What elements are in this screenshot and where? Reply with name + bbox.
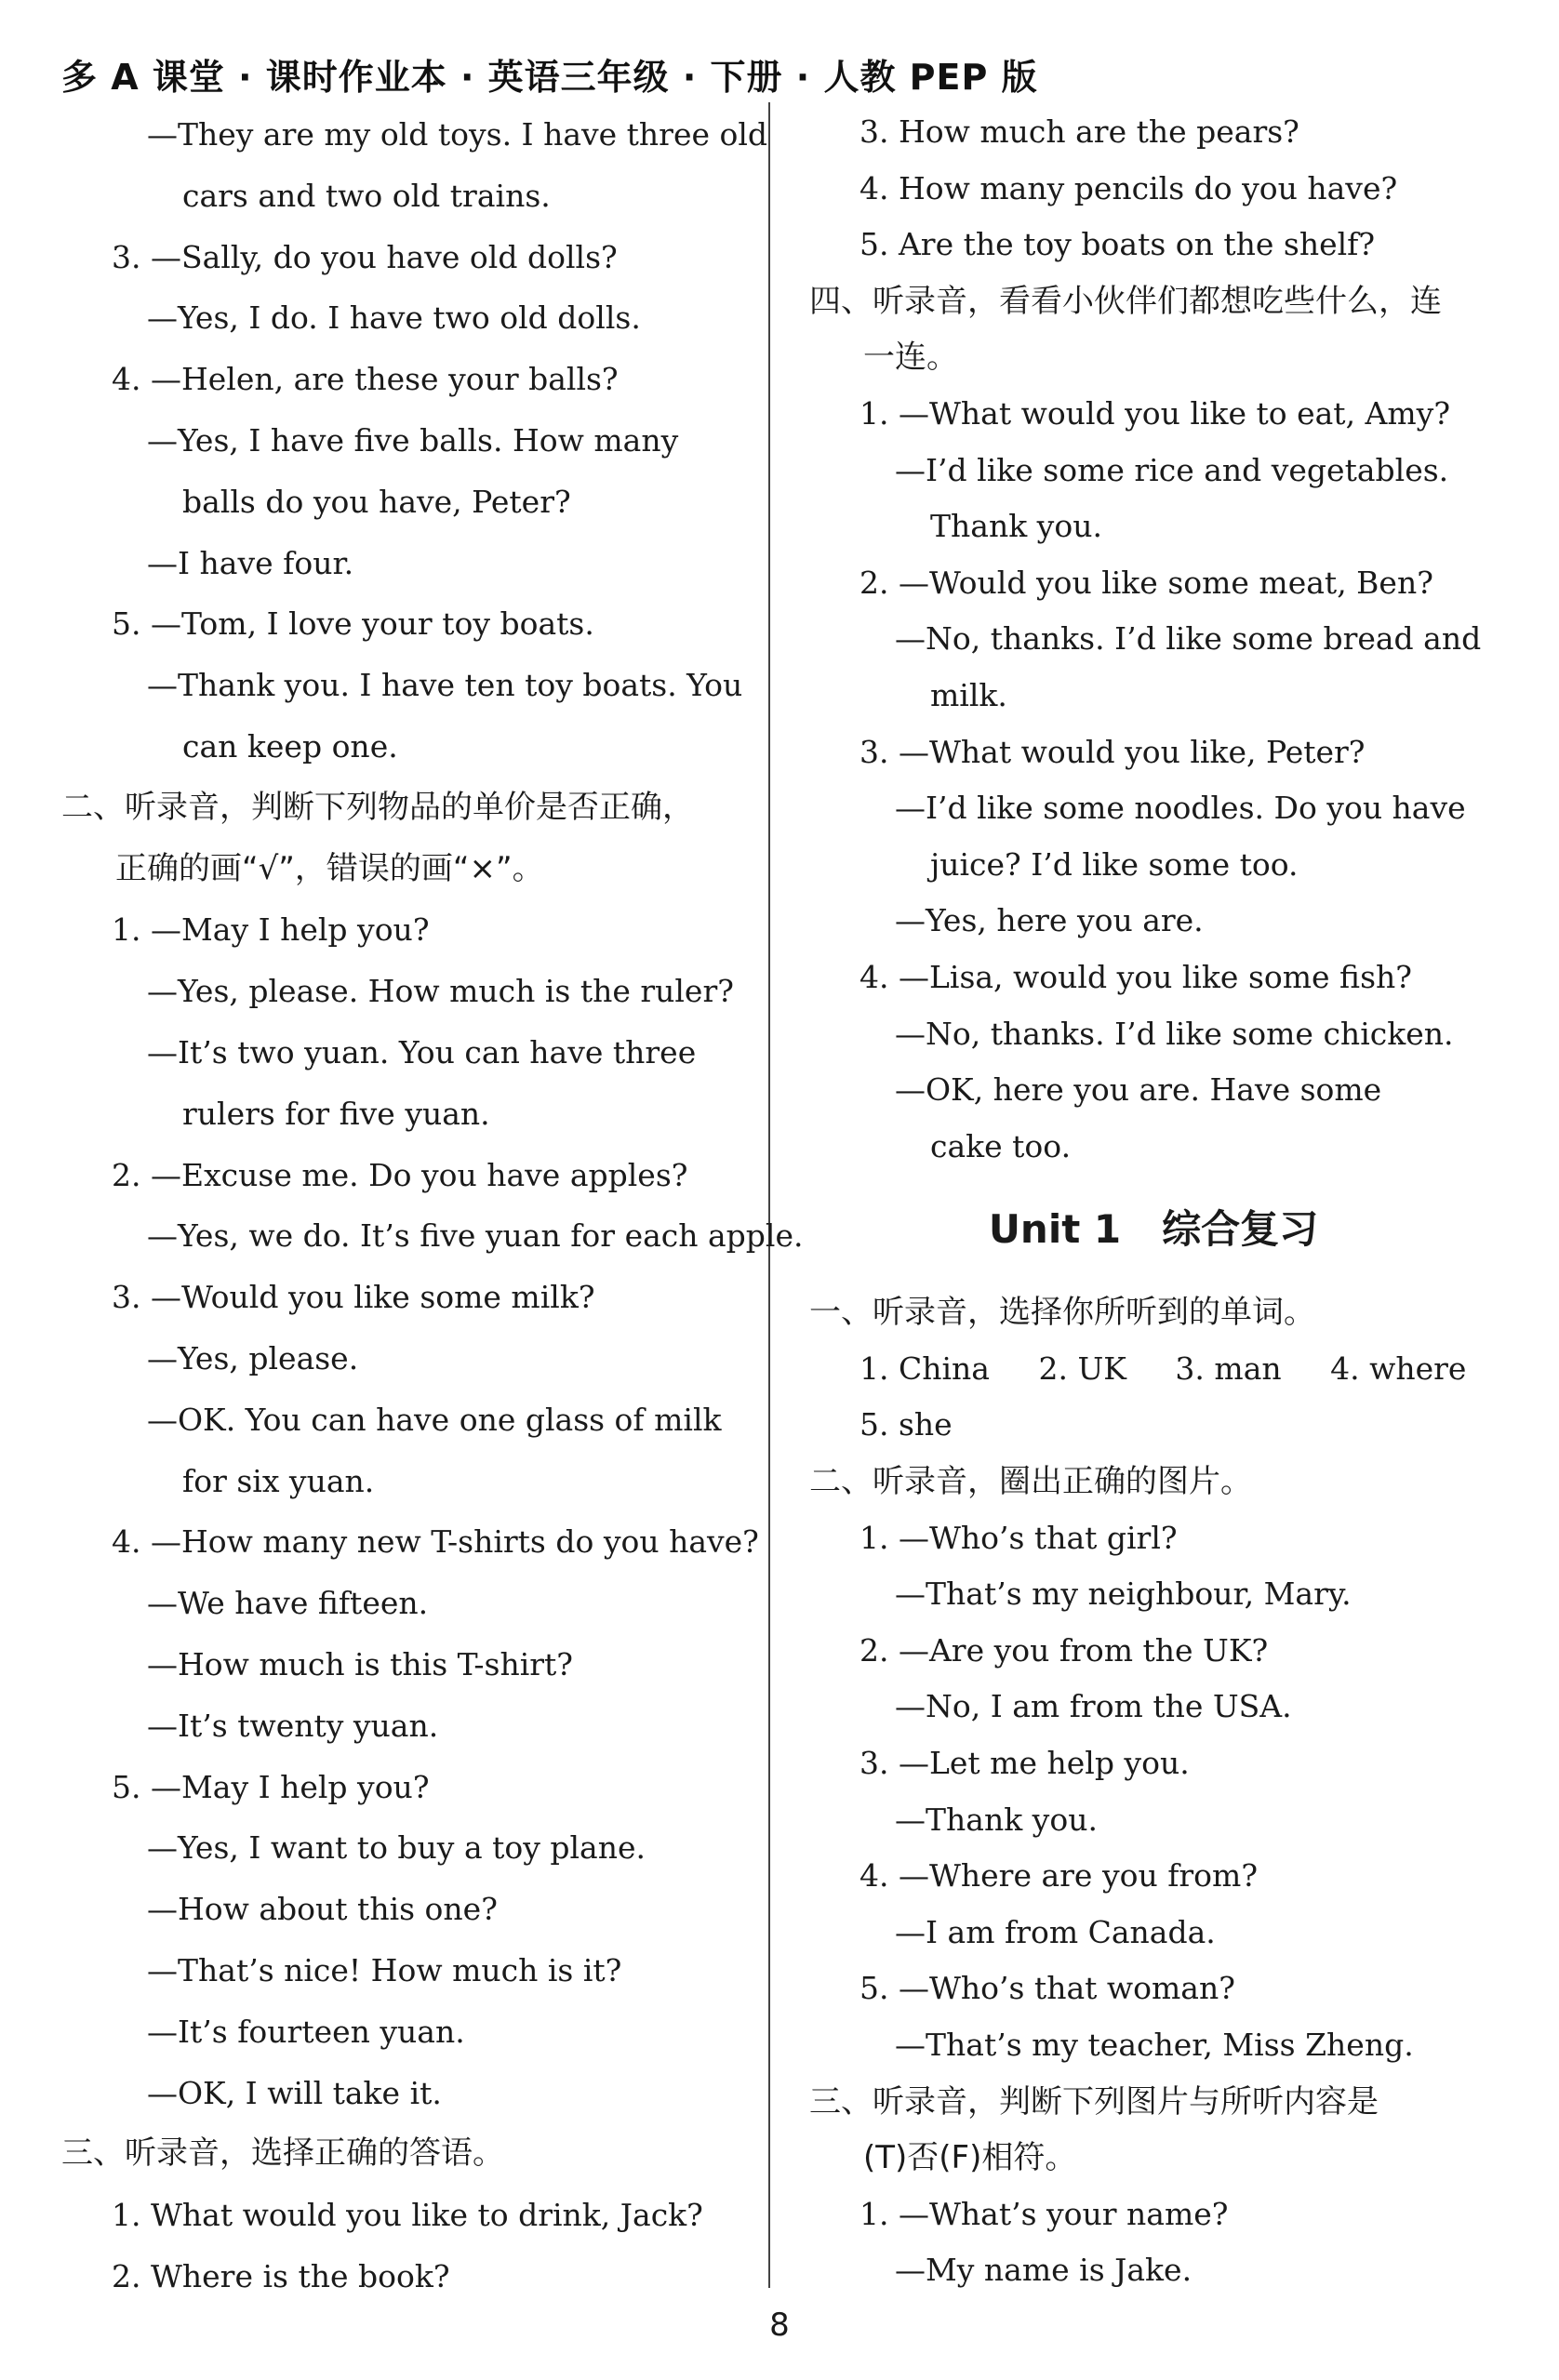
text-line: juice? I’d like some too. <box>930 845 1299 883</box>
text-line: 2. —Would you like some meat, Ben? <box>859 564 1433 601</box>
text-line: 3. —Would you like some milk? <box>112 1279 595 1316</box>
text-line: 5. —May I help you? <box>112 1768 430 1805</box>
text-line: 3. —Sally, do you have old dolls? <box>112 238 618 275</box>
section-heading: 一、听录音，选择你所听到的单词。 <box>809 1294 1315 1332</box>
section-heading: 三、听录音，判断下列图片与所听内容是 <box>809 2082 1379 2121</box>
text-line: Thank you. <box>930 508 1102 545</box>
text-line: 5. —Who’s that woman? <box>859 1970 1235 2007</box>
text-line: 4. —How many new T-shirts do you have? <box>112 1523 759 1561</box>
text-line: rulers for five yuan. <box>182 1095 490 1132</box>
text-line: cake too. <box>930 1127 1072 1164</box>
text-line: —Yes, please. How much is the ruler? <box>147 973 734 1010</box>
section-heading: (T)否(F)相符。 <box>863 2139 1077 2177</box>
text-line: —It’s two yuan. You can have three <box>147 1033 697 1070</box>
word-choices <box>809 1341 1498 1398</box>
text-line: —How much is this T-shirt? <box>147 1645 574 1682</box>
right-top-section <box>809 104 1498 1175</box>
text-line: —Thank you. I have ten toy boats. You <box>147 667 743 704</box>
text-line: —We have fifteen. <box>147 1585 429 1622</box>
text-line: —That’s nice! How much is it? <box>147 1951 622 1988</box>
text-line: 5. —Tom, I love your toy boats. <box>112 605 594 643</box>
text-line: 2. Where is the book? <box>112 2257 450 2294</box>
text-line: —No, thanks. I’d like some chicken. <box>895 1015 1454 1052</box>
text-line: —Yes, please. <box>147 1339 359 1376</box>
text-line: —I have four. <box>147 544 354 581</box>
unit-title <box>809 1175 1498 1284</box>
section-heading: 三、听录音，选择正确的答语。 <box>61 2134 504 2173</box>
text-line: —Yes, here you are. <box>895 902 1204 939</box>
text-line: 4. —Lisa, would you like some fish? <box>859 958 1412 995</box>
text-line: —I am from Canada. <box>895 1913 1216 1950</box>
text-line: —OK. You can have one glass of milk <box>147 1401 722 1438</box>
text-line: 2. —Excuse me. Do you have apples? <box>112 1156 688 1193</box>
left-column <box>61 104 804 2307</box>
text-line: 1. —May I help you? <box>112 911 430 949</box>
text-line: —It’s twenty yuan. <box>147 1707 439 1744</box>
text-line: —No, I am from the USA. <box>895 1688 1292 1725</box>
right-bottom-section <box>809 1454 1498 2299</box>
text-line: 1. —What’s your name? <box>859 2195 1229 2232</box>
text-line: milk. <box>930 676 1007 713</box>
text-line: 5. Are the toy boats on the shelf? <box>859 226 1376 263</box>
text-line: for six yuan. <box>182 1462 375 1499</box>
text-line: —I’d like some rice and vegetables. <box>895 451 1449 488</box>
unit-name: 综合复习 <box>1162 1206 1319 1253</box>
text-line: —No, thanks. I’d like some bread and <box>895 620 1482 658</box>
section-heading: 正确的画“√”，错误的画“×”。 <box>115 849 544 887</box>
text-line: 3. —What would you like, Peter? <box>859 733 1366 770</box>
text-line: —That’s my neighbour, Mary. <box>895 1576 1352 1613</box>
text-line: 3. How much are the pears? <box>859 113 1299 150</box>
column-divider <box>768 102 770 2288</box>
text-line: 1. —Who’s that girl? <box>859 1519 1178 1556</box>
text-line: —OK, here you are. Have some <box>895 1071 1382 1109</box>
text-line: —Thank you. <box>895 1801 1098 1838</box>
text-line: —It’s fourteen yuan. <box>147 2013 465 2050</box>
text-line: —I’d like some noodles. Do you have <box>895 790 1466 827</box>
text-line: 4. —Where are you from? <box>859 1857 1259 1895</box>
text-line: balls do you have, Peter? <box>182 483 571 520</box>
word-choice: 3. man <box>1175 1350 1282 1387</box>
word-choice: 2. UK <box>1038 1350 1126 1387</box>
section-heading: 四、听录音，看看小伙伴们都想吃些什么，连 <box>809 282 1442 320</box>
word-choice: 5. she <box>859 1406 953 1443</box>
unit-label: Unit 1 <box>988 1206 1122 1253</box>
word-choice: 1. China <box>859 1350 990 1387</box>
text-line: 4. —Helen, are these your balls? <box>112 361 619 398</box>
word-choice: 4. where <box>1330 1350 1467 1387</box>
text-line: 4. How many pencils do you have? <box>859 169 1398 206</box>
right-column <box>809 104 1498 2299</box>
text-line: cars and two old trains. <box>182 177 551 214</box>
text-line: —OK, I will take it. <box>147 2074 442 2111</box>
section-heading: 一连。 <box>863 339 958 377</box>
text-line: —They are my old toys. I have three old <box>147 116 768 153</box>
section-heading: 二、听录音，判断下列物品的单价是否正确， <box>61 788 694 826</box>
text-line: 1. What would you like to drink, Jack? <box>112 2197 703 2234</box>
text-line: —That’s my teacher, Miss Zheng. <box>895 2027 1414 2063</box>
text-line: 3. —Let me help you. <box>859 1745 1190 1782</box>
section-heading: 二、听录音，圈出正确的图片。 <box>809 1463 1252 1501</box>
text-line: —Yes, I have five balls. How many <box>147 421 679 459</box>
text-line: —Yes, we do. It’s five yuan for each apple. <box>147 1217 804 1255</box>
page-number: 8 <box>769 2307 790 2344</box>
page-header: 多 A 课堂 · 课时作业本 · 英语三年级 · 下册 · 人教 PEP 版 <box>61 57 1038 98</box>
text-line: —How about this one? <box>147 1891 498 1928</box>
text-line: 1. —What would you like to eat, Amy? <box>859 394 1451 432</box>
text-line: —Yes, I do. I have two old dolls. <box>147 299 641 337</box>
text-line: can keep one. <box>182 727 398 765</box>
text-line: 2. —Are you from the UK? <box>859 1631 1269 1669</box>
text-line: —My name is Jake. <box>895 2252 1193 2289</box>
text-line: —Yes, I want to buy a toy plane. <box>147 1829 646 1867</box>
